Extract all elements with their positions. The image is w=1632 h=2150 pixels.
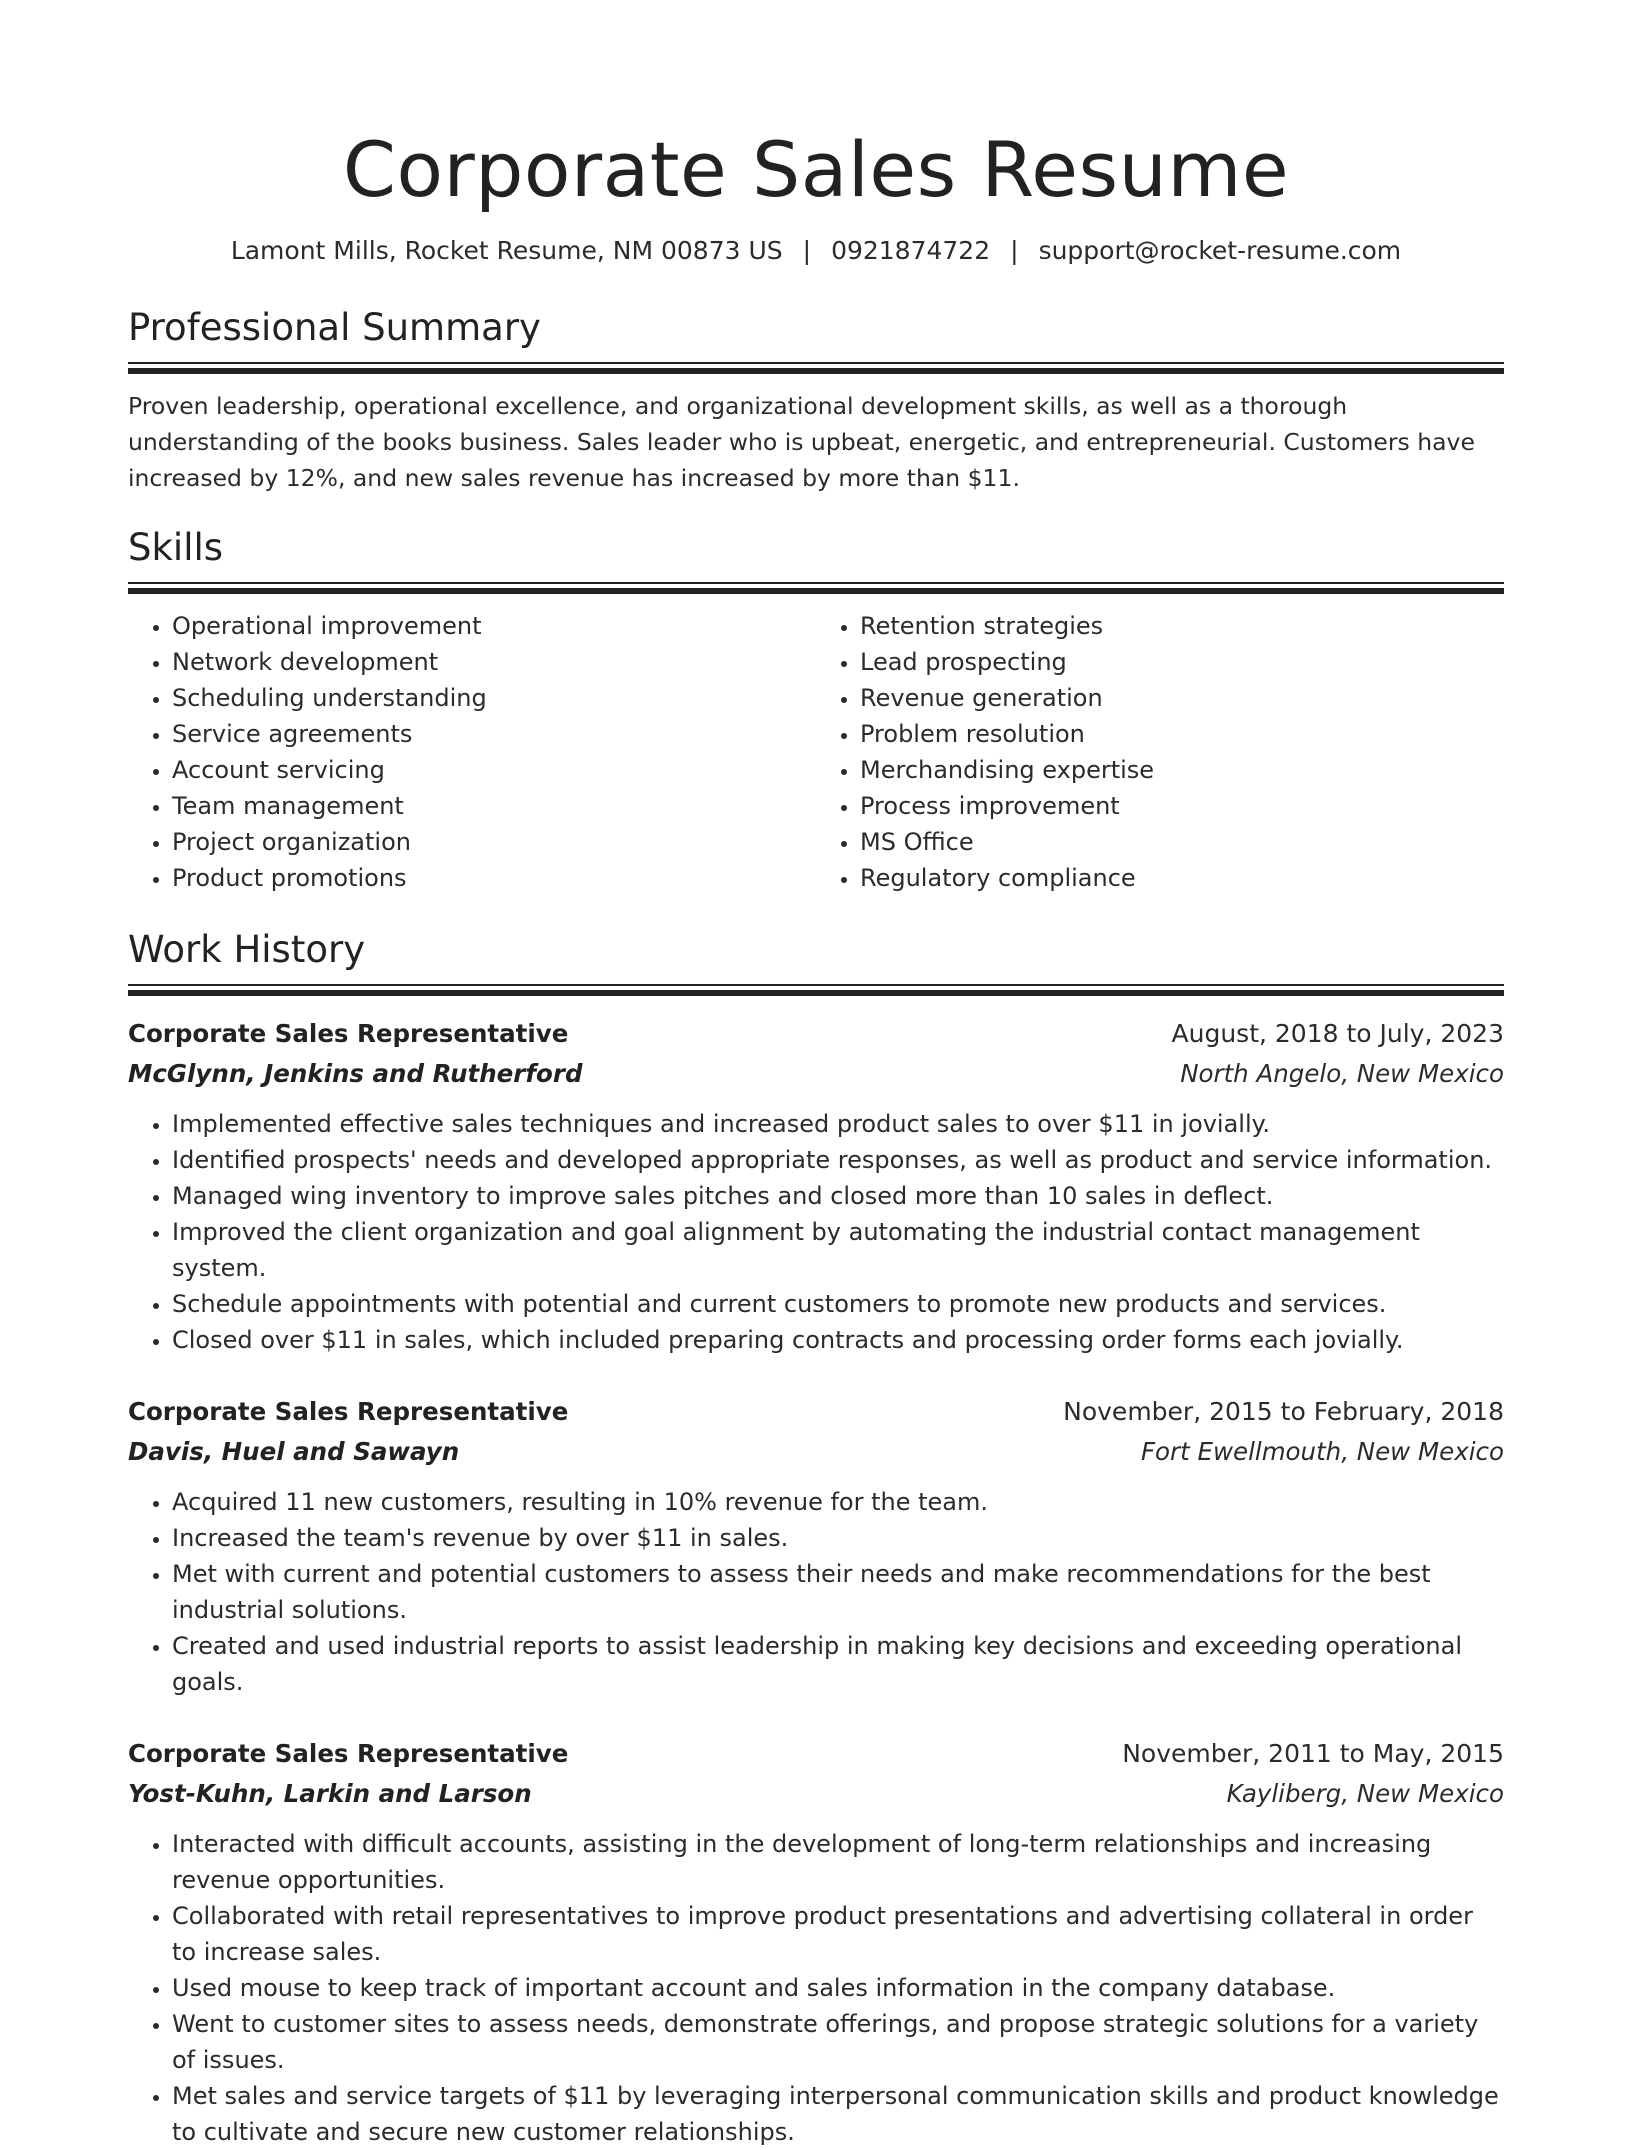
- skill-item: • Operational improvement: [172, 608, 816, 644]
- job-header-row: [128, 1734, 1504, 1774]
- job-location: Kayliberg, New Mexico: [1226, 1779, 1504, 1808]
- contact-separator: |: [802, 236, 812, 265]
- job-bullet: • Created and used industrial reports to assist leadership in making key decisions and exceeding operational goals.: [172, 1628, 1504, 1700]
- section-heading-summary: Professional Summary: [128, 306, 541, 349]
- job-bullets: [128, 1484, 1504, 1700]
- skill-item: • Scheduling understanding: [172, 680, 816, 716]
- section-divider: [128, 984, 1504, 996]
- skill-item: • Merchandising expertise: [860, 752, 1504, 788]
- job-bullet: • Closed over $11 in sales, which included preparing contracts and processing order forms each jovially.: [172, 1322, 1504, 1358]
- job-bullet: • Managed wing inventory to improve sales pitches and closed more than 10 sales in deflect.: [172, 1178, 1504, 1214]
- work-history-section: [128, 926, 1504, 2150]
- job-dates: August, 2018 to July, 2023: [1171, 1019, 1504, 1048]
- job-bullet: • Schedule appointments with potential and current customers to promote new products and services.: [172, 1286, 1504, 1322]
- job-title: Corporate Sales Representative: [128, 1397, 569, 1426]
- job-dates: November, 2015 to February, 2018: [1063, 1397, 1504, 1426]
- job-bullet: • Met sales and service targets of $11 by leveraging interpersonal communication skills and product knowledge to cultivate and secure new customer relationships.: [172, 2078, 1504, 2150]
- skill-item: • Lead prospecting: [860, 644, 1504, 680]
- skills-list-right: [816, 608, 1504, 896]
- skill-item: • Network development: [172, 644, 816, 680]
- job-entry: [128, 1392, 1504, 1700]
- job-company-row: [128, 1432, 1504, 1472]
- skill-item: • Product promotions: [172, 860, 816, 896]
- contact-phone: 0921874722: [831, 236, 991, 265]
- contact-separator: |: [1010, 236, 1019, 265]
- job-bullet: • Identified prospects' needs and developed appropriate responses, as well as product and service information.: [172, 1142, 1504, 1178]
- job-bullets: [128, 1826, 1504, 2150]
- summary-text: Proven leadership, operational excellence, and organizational development skills, as well as a thorough understanding of the books business. Sales leader who is upbeat, energetic, and entrepreneurial. Customers have increased by 12%, and new sales revenue has increased by more than $11.: [128, 392, 1475, 492]
- job-bullet: • Used mouse to keep track of important account and sales information in the company database.: [172, 1970, 1504, 2006]
- job-location: Fort Ewellmouth, New Mexico: [1140, 1437, 1504, 1466]
- job-title: Corporate Sales Representative: [128, 1019, 569, 1048]
- job-bullets: [128, 1106, 1504, 1358]
- contact-email: support@rocket-resume.com: [1038, 236, 1402, 265]
- section-divider: [128, 582, 1504, 594]
- job-bullet: • Increased the team's revenue by over $11 in sales.: [172, 1520, 1504, 1556]
- skill-item: • Regulatory compliance: [860, 860, 1504, 896]
- professional-summary-section: [128, 304, 1504, 496]
- resume-title: Corporate Sales Resume: [342, 125, 1290, 214]
- job-bullet: • Implemented effective sales techniques and increased product sales to over $11 in jovially.: [172, 1106, 1504, 1142]
- section-divider: [128, 362, 1504, 374]
- skill-item: • MS Office: [860, 824, 1504, 860]
- job-company-row: [128, 1054, 1504, 1094]
- contact-line: [128, 234, 1504, 268]
- job-header-row: [128, 1392, 1504, 1432]
- contact-address: Lamont Mills, Rocket Resume, NM 00873 US: [230, 236, 783, 265]
- job-header-row: [128, 1014, 1504, 1054]
- job-entry: [128, 1014, 1504, 1358]
- job-entry: [128, 1734, 1504, 2150]
- section-heading-work-history: Work History: [128, 928, 366, 971]
- job-company-row: [128, 1774, 1504, 1814]
- job-bullet: • Went to customer sites to assess needs, demonstrate offerings, and propose strategic solutions for a variety of issues.: [172, 2006, 1504, 2078]
- job-bullet: • Improved the client organization and goal alignment by automating the industrial contact management system.: [172, 1214, 1504, 1286]
- skill-item: • Account servicing: [172, 752, 816, 788]
- job-bullet: • Collaborated with retail representatives to improve product presentations and advertising collateral in order to increase sales.: [172, 1898, 1504, 1970]
- skill-item: • Project organization: [172, 824, 816, 860]
- job-title: Corporate Sales Representative: [128, 1739, 569, 1768]
- job-bullet: • Met with current and potential customers to assess their needs and make recommendations for the best industrial solutions.: [172, 1556, 1504, 1628]
- job-location: North Angelo, New Mexico: [1180, 1059, 1504, 1088]
- job-company: Yost-Kuhn, Larkin and Larson: [128, 1779, 532, 1808]
- job-bullet: • Interacted with difficult accounts, assisting in the development of long-term relationships and increasing revenue opportunities.: [172, 1826, 1504, 1898]
- job-company: McGlynn, Jenkins and Rutherford: [128, 1059, 583, 1088]
- skills-list-left: [128, 608, 816, 896]
- skill-item: • Service agreements: [172, 716, 816, 752]
- skills-columns: [128, 608, 1504, 896]
- job-dates: November, 2011 to May, 2015: [1122, 1739, 1504, 1768]
- skills-section: [128, 524, 1504, 896]
- section-heading-skills: Skills: [128, 526, 224, 569]
- skill-item: • Retention strategies: [860, 608, 1504, 644]
- skill-item: • Process improvement: [860, 788, 1504, 824]
- skill-item: • Revenue generation: [860, 680, 1504, 716]
- job-company: Davis, Huel and Sawayn: [128, 1437, 460, 1466]
- skill-item: • Problem resolution: [860, 716, 1504, 752]
- skill-item: • Team management: [172, 788, 816, 824]
- job-bullet: • Acquired 11 new customers, resulting in 10% revenue for the team.: [172, 1484, 1504, 1520]
